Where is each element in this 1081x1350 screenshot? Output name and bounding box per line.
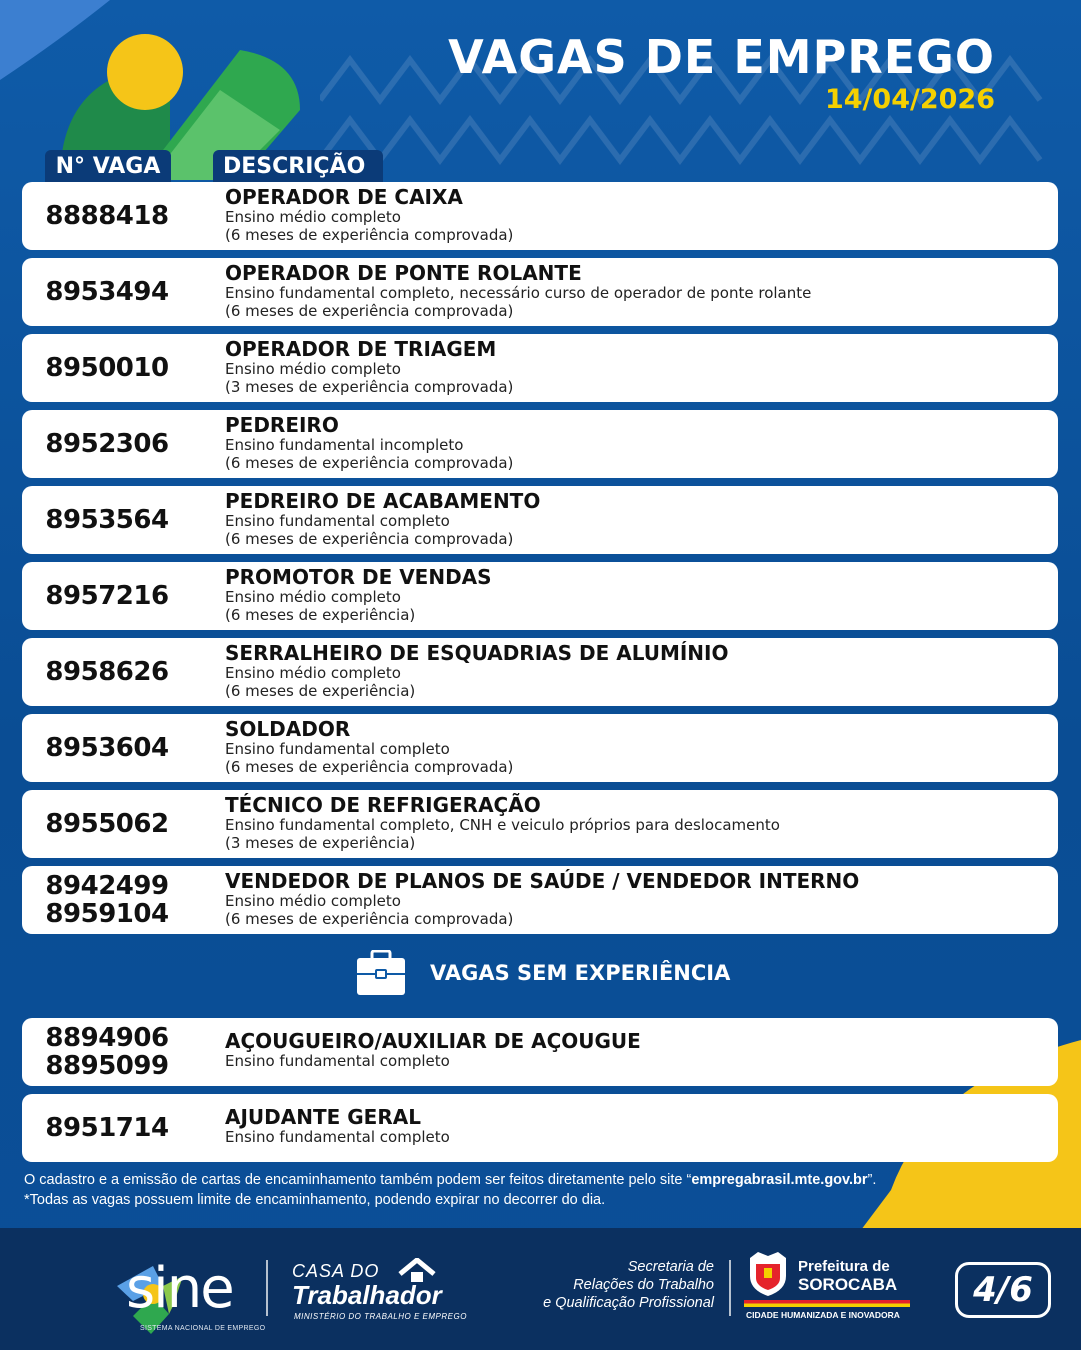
- job-number-value: 8952306: [45, 429, 169, 459]
- job-requirement: (6 meses de experiência comprovada): [225, 226, 514, 244]
- job-description: [225, 566, 1048, 624]
- casa-line1: CASA DO: [292, 1261, 380, 1281]
- job-description: [225, 870, 1048, 928]
- job-row: [22, 866, 1058, 934]
- prefeitura-line2: SOROCABA: [798, 1275, 898, 1294]
- job-requirement: Ensino fundamental completo, necessário curso de operador de ponte rolante: [225, 284, 812, 302]
- job-number-value: 8895099: [45, 1051, 169, 1081]
- job-row: [22, 714, 1058, 782]
- page-date: 14/04/2026: [824, 84, 995, 115]
- casa-line3: MINISTÉRIO DO TRABALHO E EMPREGO: [294, 1312, 467, 1321]
- job-number: [22, 562, 192, 630]
- prefeitura-line1: Prefeitura de: [798, 1258, 890, 1275]
- job-description: [225, 414, 1048, 472]
- job-requirement: (6 meses de experiência comprovada): [225, 758, 514, 776]
- job-requirement: Ensino médio completo: [225, 360, 401, 378]
- job-row: [22, 562, 1058, 630]
- job-number-value: 8955062: [45, 809, 169, 839]
- note-website-text: O cadastro e a emissão de cartas de encaminhamento também podem ser feitos diretamente pelo site “: [24, 1172, 692, 1188]
- job-description: [225, 1106, 1048, 1146]
- job-description: [225, 490, 1048, 548]
- job-title: OPERADOR DE CAIXA: [225, 185, 463, 209]
- job-requirement: Ensino médio completo: [225, 664, 401, 682]
- job-row: [22, 790, 1058, 858]
- prefeitura-slogan: CIDADE HUMANIZADA E INOVADORA: [746, 1310, 900, 1320]
- job-title: PEDREIRO DE ACABAMENTO: [225, 489, 541, 513]
- prefeitura-logo: [744, 1250, 914, 1340]
- note-website-suffix: ”.: [867, 1172, 877, 1188]
- page-indicator: 4/6: [955, 1262, 1051, 1318]
- job-number-value: 8953494: [45, 277, 169, 307]
- sec-line1: Secretaria de: [627, 1259, 714, 1275]
- page-title: VAGAS DE EMPREGO: [448, 30, 995, 84]
- job-description: [225, 1030, 1048, 1070]
- job-requirement: (3 meses de experiência): [225, 834, 416, 852]
- job-title: OPERADOR DE TRIAGEM: [225, 337, 497, 361]
- job-title: AJUDANTE GERAL: [225, 1105, 421, 1129]
- job-description: [225, 338, 1048, 396]
- job-row: [22, 258, 1058, 326]
- job-title: TÉCNICO DE REFRIGERAÇÃO: [225, 793, 541, 817]
- job-row: [22, 410, 1058, 478]
- footer-divider: [729, 1260, 731, 1316]
- job-requirement: (6 meses de experiência comprovada): [225, 454, 514, 472]
- sec-line3: e Qualificação Profissional: [543, 1295, 714, 1311]
- job-requirement: (6 meses de experiência comprovada): [225, 910, 514, 928]
- job-requirement: Ensino médio completo: [225, 588, 401, 606]
- job-number: [22, 410, 192, 478]
- job-description: [225, 186, 1048, 244]
- job-row: [22, 1094, 1058, 1162]
- job-title: PROMOTOR DE VENDAS: [225, 565, 492, 589]
- job-description: [225, 794, 1048, 852]
- briefcase-icon: [356, 950, 406, 996]
- job-number-value: 8953604: [45, 733, 169, 763]
- job-requirement: Ensino fundamental incompleto: [225, 436, 464, 454]
- job-number: [22, 714, 192, 782]
- job-number: [22, 1094, 192, 1162]
- job-number-value: 8888418: [45, 201, 169, 231]
- job-requirement: Ensino médio completo: [225, 892, 401, 910]
- job-number: [22, 790, 192, 858]
- job-requirement: (6 meses de experiência comprovada): [225, 530, 514, 548]
- job-number-value: 8942499: [45, 871, 169, 901]
- job-number: [22, 258, 192, 326]
- job-number: [22, 638, 192, 706]
- job-requirement: Ensino fundamental completo: [225, 740, 450, 758]
- section-label: VAGAS SEM EXPERIÊNCIA: [430, 961, 731, 985]
- job-row: [22, 182, 1058, 250]
- job-requirement: Ensino médio completo: [225, 208, 401, 226]
- job-requirement: Ensino fundamental completo, CNH e veiculo próprios para deslocamento: [225, 816, 780, 834]
- job-number-value: 8894906: [45, 1023, 169, 1053]
- city-crest-icon: [744, 1250, 792, 1298]
- job-number: [22, 486, 192, 554]
- job-title: OPERADOR DE PONTE ROLANTE: [225, 261, 582, 285]
- secretaria-text: [543, 1258, 714, 1312]
- job-description: [225, 718, 1048, 776]
- prefeitura-color-bar: [744, 1300, 910, 1307]
- job-number: [22, 182, 192, 250]
- job-number: [22, 1018, 192, 1086]
- job-requirement: (3 meses de experiência comprovada): [225, 378, 514, 396]
- job-requirement: (6 meses de experiência): [225, 682, 416, 700]
- job-row: [22, 334, 1058, 402]
- job-description: [225, 262, 1048, 320]
- website-link[interactable]: empregabrasil.mte.gov.br: [691, 1172, 868, 1188]
- job-requirement: (6 meses de experiência comprovada): [225, 302, 514, 320]
- job-number-value: 8951714: [45, 1113, 169, 1143]
- footer: [0, 1228, 1081, 1350]
- sine-wordmark: sine: [126, 1256, 233, 1321]
- sine-subtitle: SISTEMA NACIONAL DE EMPREGO: [140, 1325, 266, 1332]
- job-number-value: 8957216: [45, 581, 169, 611]
- job-row: [22, 486, 1058, 554]
- job-requirement: (6 meses de experiência): [225, 606, 416, 624]
- sec-line2: Relações do Trabalho: [573, 1277, 714, 1293]
- job-title: SOLDADOR: [225, 717, 351, 741]
- job-number: [22, 334, 192, 402]
- job-title: PEDREIRO: [225, 413, 339, 437]
- column-header-number: N° VAGA: [45, 150, 171, 182]
- job-number-value: 8958626: [45, 657, 169, 687]
- job-title: VENDEDOR DE PLANOS DE SAÚDE / VENDEDOR INTERNO: [225, 869, 860, 893]
- job-requirement: Ensino fundamental completo: [225, 1128, 450, 1146]
- column-header-description: DESCRIÇÃO: [213, 150, 383, 182]
- section-header-no-experience: [356, 948, 730, 998]
- job-requirement: Ensino fundamental completo: [225, 1052, 450, 1070]
- job-number-value: 8959104: [45, 899, 169, 929]
- job-requirement: Ensino fundamental completo: [225, 512, 450, 530]
- job-row: [22, 638, 1058, 706]
- note-website: [24, 1172, 876, 1188]
- job-row: [22, 1018, 1058, 1086]
- job-title: SERRALHEIRO DE ESQUADRIAS DE ALUMÍNIO: [225, 641, 729, 665]
- note-limit: *Todas as vagas possuem limite de encaminhamento, podendo expirar no decorrer do dia.: [24, 1192, 606, 1208]
- job-number-value: 8950010: [45, 353, 169, 383]
- job-description: [225, 642, 1048, 700]
- casa-line2: Trabalhador: [292, 1280, 442, 1310]
- job-title: AÇOUGUEIRO/AUXILIAR DE AÇOUGUE: [225, 1029, 641, 1053]
- job-number: [22, 866, 192, 934]
- footer-divider: [266, 1260, 268, 1316]
- job-number-value: 8953564: [45, 505, 169, 535]
